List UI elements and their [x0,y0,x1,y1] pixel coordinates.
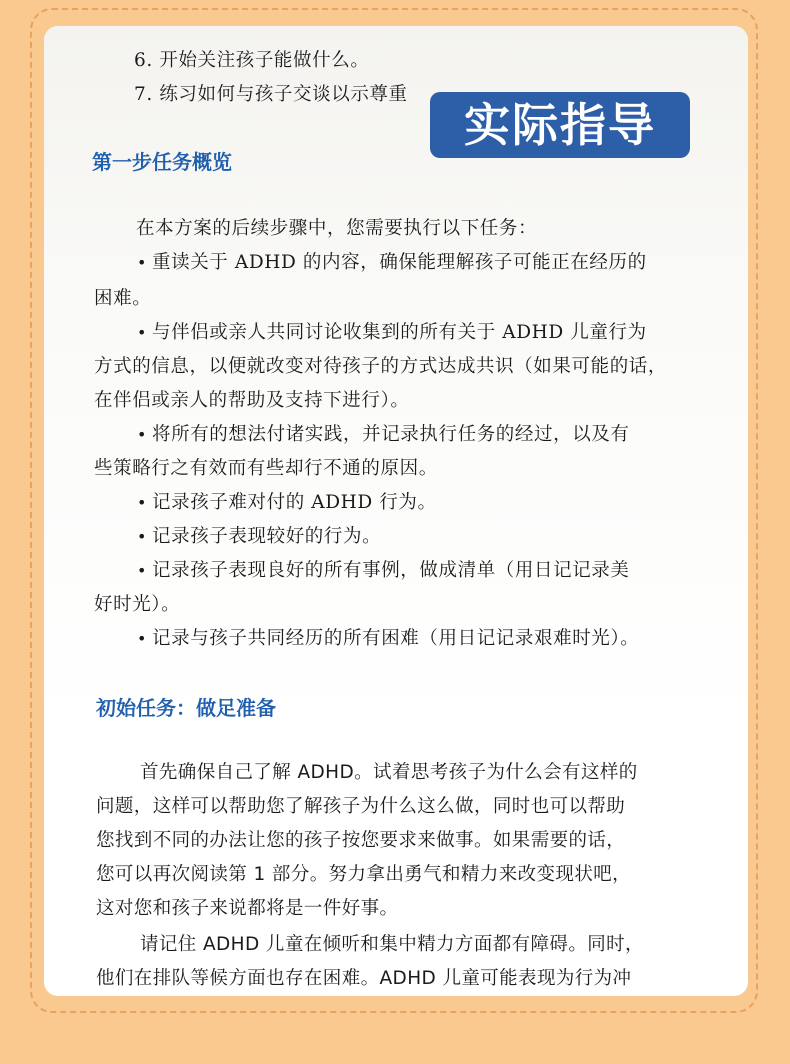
bullet-2-line-3: 在伴侣或亲人的帮助及支持下进行）。 [94,390,410,411]
para2-line-1: 请记住 ADHD 儿童在倾听和集中精力方面都有障碍。同时， [140,934,644,955]
bullet-dot-icon [136,322,148,334]
section2-heading: 初始任务：做足准备 [96,696,276,720]
para1-line-4: 您可以再次阅读第 1 部分。努力拿出勇气和精力来改变现状吧， [96,864,632,885]
bullet-text: 与伴侣或亲人共同讨论收集到的所有关于 ADHD 儿童行为 [152,322,647,343]
book-page [44,26,748,996]
bullet-2-line-2: 方式的信息，以便就改变对待孩子的方式达成共识（如果可能的话， [94,356,668,377]
bullet-dot-icon [136,526,148,538]
bullet-text: 重读关于 ADHD 的内容，确保能理解孩子可能正在经历的 [152,252,647,273]
bullet-6-line-1 [136,556,630,582]
para1-line-2: 问题，这样可以帮助您了解孩子为什么这么做，同时也可以帮助 [96,796,626,817]
bullet-2-line-1 [136,318,647,344]
bullet-dot-icon [136,560,148,572]
list-item-7: 7. 练习如何与孩子交谈以示尊重 [134,84,408,105]
bullet-1-line-1 [136,248,647,274]
para1-line-1: 首先确保自己了解 ADHD。试着思考孩子为什么会有这样的 [140,762,638,783]
bullet-1-line-2: 困难。 [94,288,152,309]
para1-line-5: 这对您和孩子来说都将是一件好事。 [96,898,399,919]
bullet-text: 记录孩子表现较好的行为。 [152,526,382,547]
bullet-dot-icon [136,252,148,264]
bullet-dot-icon [136,628,148,640]
section1-intro: 在本方案的后续步骤中，您需要执行以下任务： [136,218,538,239]
bullet-5 [136,522,381,548]
para2-line-2: 他们在排队等候方面也存在困难。ADHD 儿童可能表现为行为冲 [96,968,632,989]
bullet-text: 记录孩子难对付的 ADHD 行为。 [152,492,437,513]
bullet-4 [136,488,437,514]
para1-line-3: 您找到不同的办法让您的孩子按您要求来做事。如果需要的话， [96,830,626,851]
bullet-7 [136,624,639,650]
bullet-6-line-2: 好时光）。 [94,594,181,615]
bullet-text: 记录孩子表现良好的所有事例，做成清单（用日记记录美 [152,560,630,581]
bullet-text: 将所有的想法付诸实践，并记录执行任务的经过，以及有 [152,424,630,445]
list-item-6: 6. 开始关注孩子能做什么。 [134,50,370,71]
bullet-3-line-1 [136,420,630,446]
bullet-text: 记录与孩子共同经历的所有困难（用日记记录艰难时光）。 [152,628,640,649]
bullet-dot-icon [136,492,148,504]
practical-guide-badge: 实际指导 [430,92,690,158]
bullet-3-line-2: 些策略行之有效而有些却行不通的原因。 [94,458,438,479]
section1-heading: 第一步任务概览 [92,150,232,174]
bullet-dot-icon [136,424,148,436]
